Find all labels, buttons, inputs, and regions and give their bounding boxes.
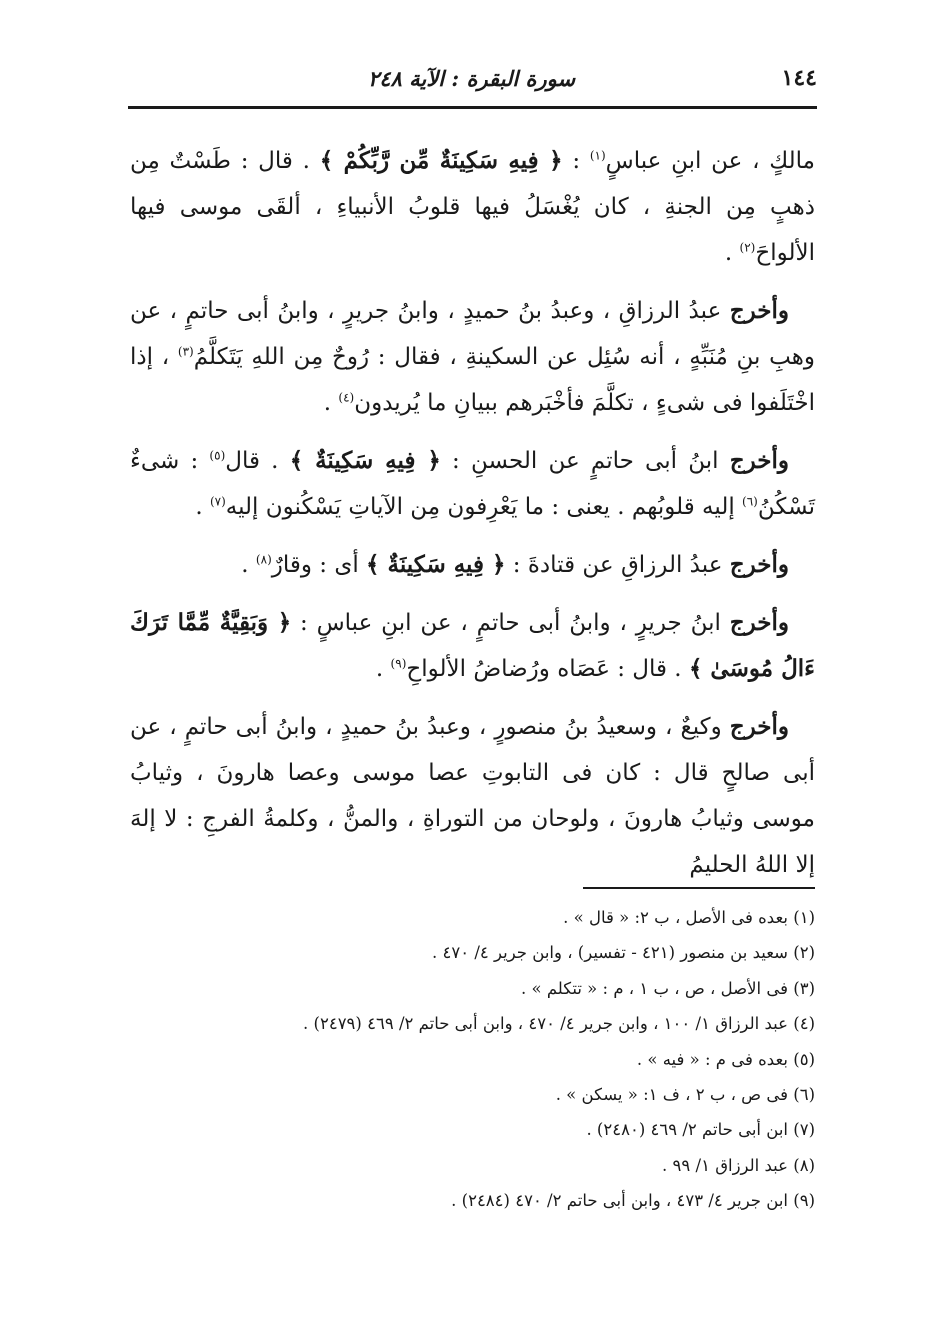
paragraph-2 — [130, 288, 815, 426]
footnote-ref: (٤) — [338, 390, 355, 405]
footnote-ref: (٦) — [742, 494, 758, 509]
paragraph-text: . — [323, 390, 339, 416]
lead-word: وأخرج — [729, 297, 789, 324]
paragraph-text: : — [562, 148, 590, 174]
lead-word: وأخرج — [729, 551, 789, 578]
paragraph-text: . قال : عَصَاه ورُضاضُ الألواحِ — [406, 656, 689, 682]
lead-word: وأخرج — [729, 609, 789, 636]
footnote-ref: (٥) — [209, 448, 226, 463]
paragraph-6 — [130, 704, 815, 888]
paragraph-text: . — [375, 656, 391, 682]
quran-quote: ﴿ فِيهِ سَكِينَةٌ ﴾ — [366, 551, 506, 578]
header-rule — [128, 106, 817, 109]
footnote-ref: (٢) — [739, 240, 756, 255]
paragraph-text: . قال — [225, 448, 290, 474]
footnote-ref: (١) — [589, 148, 606, 163]
footnote-2: (٢) سعيد بن منصور (٤٢١ - تفسير) ، وابن جرير ٤/ ٤٧٠ . — [431, 943, 815, 963]
paragraph-text: ابنُ أبى حاتمٍ عن الحسنِ : — [440, 448, 730, 474]
lead-word: وأخرج — [729, 447, 789, 474]
paragraph-text: مالكٍ ، عن ابنِ عباسٍ — [605, 148, 815, 174]
paragraph-5 — [130, 600, 815, 692]
running-title: سورة البقرة : الآية ٢٤٨ — [368, 65, 576, 91]
paragraph-text: ابنُ جريرٍ ، وابنُ أبى حاتمٍ ، عن ابنِ عباسٍ : — [291, 610, 730, 636]
footnote-9: (٩) ابن جرير ٤/ ٤٧٣ ، وابن أبى حاتم ٢/ ٤٧٠ (٢٤٨٤) . — [451, 1191, 815, 1211]
main-text — [130, 138, 815, 900]
footnote-ref: (٨) — [255, 552, 272, 567]
paragraph-text: . — [241, 552, 256, 578]
paragraph-text: . — [195, 494, 210, 520]
lead-word: وأخرج — [729, 713, 789, 740]
footnote-ref: (٧) — [209, 494, 226, 509]
footnote-6: (٦) فى ص ، ب ٢ ، ف ١: « يسكن » . — [555, 1085, 815, 1105]
footnotes — [130, 900, 815, 1219]
footnote-1: (١) بعده فى الأصل ، ب ٢: « قال » . — [563, 908, 815, 927]
paragraph-text: عبدُ الرزاقِ ، وعبدُ بنُ حميدٍ ، وابنُ جريرٍ ، وابنُ أبى حاتمٍ ، عن وهبِ بنِ مُنَبِّهٍ ، أنه سُئِل عن السكينةِ ، فقال : رُوحٌ مِن اللهِ يَتَكلَّمُ — [130, 298, 815, 370]
paragraph-text: . — [724, 240, 740, 266]
paragraph-text: وكيعٌ ، وسعيدُ بنُ منصورٍ ، وعبدُ بنُ حميدٍ ، وابنُ أبى حاتمٍ ، عن أبى صالحٍ قال : كان فى التابوتِ عصا موسى وعصا هارونَ ، وثيابُ موسى وثيابُ هارونَ ، ولوحان من التوراةِ ، والمنُّ ، وكلمةُ الفرجِ : لا إلهَ إلا اللهُ الحليمُ — [130, 714, 815, 878]
paragraph-text: ، إذا اخْتَلَفوا فى شىءٍ ، تكلَّمَ فأخْبَرهم ببيانِ ما يُريدون — [130, 344, 815, 416]
page-number: ١٤٤ — [781, 65, 817, 91]
footnote-3: (٣) فى الأصل ، ص ، ب ١ ، م : « تتكلم » . — [520, 978, 815, 998]
footnote-ref: (٣) — [177, 344, 194, 359]
footnote-5: (٥) بعده فى م : « فيه » . — [636, 1049, 815, 1069]
quran-quote: ﴿ وَبَقِيَّةٌ مِّمَّا تَرَكَ ءَالُ مُوسَىٰ ﴾ — [130, 609, 815, 682]
paragraph-text: عبدُ الرزاقِ عن قتادةَ : — [505, 552, 730, 578]
paragraph-4 — [130, 542, 815, 588]
footnote-ref: (٩) — [390, 656, 407, 671]
footnote-7: (٧) ابن أبى حاتم ٢/ ٤٦٩ (٢٤٨٠) . — [586, 1120, 815, 1140]
paragraph-text: إليه قلوبُهم . يعنى : ما يَعْرِفون مِن الآياتِ يَسْكُنون إليه — [225, 494, 743, 520]
footnote-8: (٨) عبد الرزاق ١/ ٩٩ . — [662, 1155, 815, 1175]
footnote-rule — [583, 887, 815, 889]
paragraph-3 — [130, 438, 815, 530]
footnote-4: (٤) عبد الرزاق ١/ ١٠٠ ، وابن جرير ٤/ ٤٧٠ ، وابن أبى حاتم ٢/ ٤٦٩ (٢٤٧٩) . — [303, 1014, 815, 1034]
quran-quote: ﴿ فِيهِ سَكِينَةٌ ﴾ — [289, 447, 441, 474]
quran-quote: ﴿ فِيهِ سَكِينَةٌ مِّن رَّبِّكُمْ ﴾ — [319, 147, 563, 174]
paragraph-text: : شىءٌ تَسْكُنُ — [130, 448, 815, 520]
paragraph-text: أى : وقارٌ — [271, 552, 367, 578]
page-header — [128, 58, 817, 98]
paragraph-text: . قال : طَسْتٌ مِن ذهبٍ مِن الجنةِ ، كان يُغْسَلُ فيها قلوبُ الأنبياءِ ، ألقَى موسى فيها الألواحَ — [130, 148, 815, 266]
paragraph-1 — [130, 138, 815, 276]
